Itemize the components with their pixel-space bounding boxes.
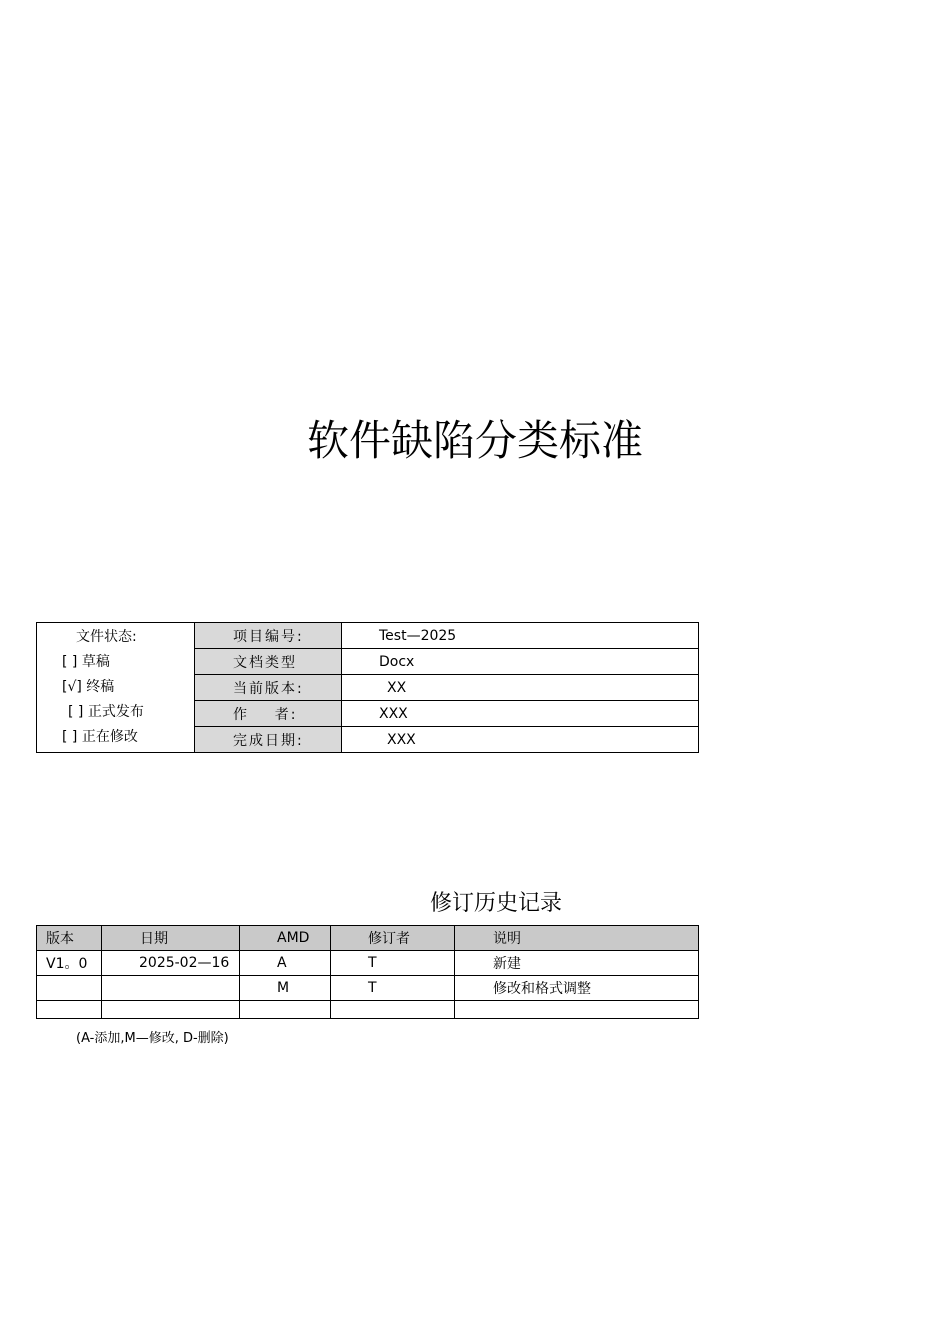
project-number-value: Test—2025 bbox=[342, 623, 699, 649]
document-info-table bbox=[36, 622, 699, 753]
document-type-label: 文档类型 bbox=[195, 649, 342, 675]
status-option-modifying: [ ] 正在修改 bbox=[62, 729, 138, 745]
completion-date-label: 完成日期: bbox=[195, 727, 342, 753]
cell-date: 2025-02—16 bbox=[102, 951, 240, 976]
revision-history-title: 修订历史记录 bbox=[430, 891, 563, 916]
completion-date-value: XXX bbox=[342, 727, 699, 753]
cell-description: 修改和格式调整 bbox=[455, 976, 699, 1001]
status-option-draft: [ ] 草稿 bbox=[62, 654, 110, 670]
table-row bbox=[37, 1001, 699, 1019]
file-status-label: 文件状态: bbox=[76, 629, 137, 645]
cell-date bbox=[102, 1001, 240, 1019]
cell-version bbox=[37, 976, 102, 1001]
cell-version: V1。0 bbox=[37, 951, 102, 976]
header-amd: AMD bbox=[240, 926, 331, 951]
cell-description: 新建 bbox=[455, 951, 699, 976]
status-option-final: [√] 终稿 bbox=[62, 679, 115, 695]
cell-reviser: T bbox=[331, 951, 455, 976]
cell-amd bbox=[240, 1001, 331, 1019]
cell-description bbox=[455, 1001, 699, 1019]
revision-history-table bbox=[36, 925, 699, 1019]
current-version-label: 当前版本: bbox=[195, 675, 342, 701]
revision-legend-note: (A-添加,M—修改, D-删除) bbox=[76, 1031, 229, 1046]
project-number-label: 项目编号: bbox=[195, 623, 342, 649]
header-description: 说明 bbox=[455, 926, 699, 951]
header-reviser: 修订者 bbox=[331, 926, 455, 951]
table-header-row bbox=[37, 926, 699, 951]
cell-version bbox=[37, 1001, 102, 1019]
header-date: 日期 bbox=[102, 926, 240, 951]
info-row bbox=[37, 623, 699, 649]
cell-date bbox=[102, 976, 240, 1001]
document-type-value: Docx bbox=[342, 649, 699, 675]
cell-amd: M bbox=[240, 976, 331, 1001]
current-version-value: XX bbox=[342, 675, 699, 701]
table-row bbox=[37, 951, 699, 976]
author-value: XXX bbox=[342, 701, 699, 727]
cell-amd: A bbox=[240, 951, 331, 976]
cell-reviser bbox=[331, 1001, 455, 1019]
file-status-cell bbox=[37, 623, 195, 753]
cell-reviser: T bbox=[331, 976, 455, 1001]
header-version: 版本 bbox=[37, 926, 102, 951]
table-row bbox=[37, 976, 699, 1001]
document-title: 软件缺陷分类标准 bbox=[306, 416, 643, 465]
author-label: 作 者: bbox=[195, 701, 342, 727]
status-option-released: [ ] 正式发布 bbox=[68, 704, 144, 720]
